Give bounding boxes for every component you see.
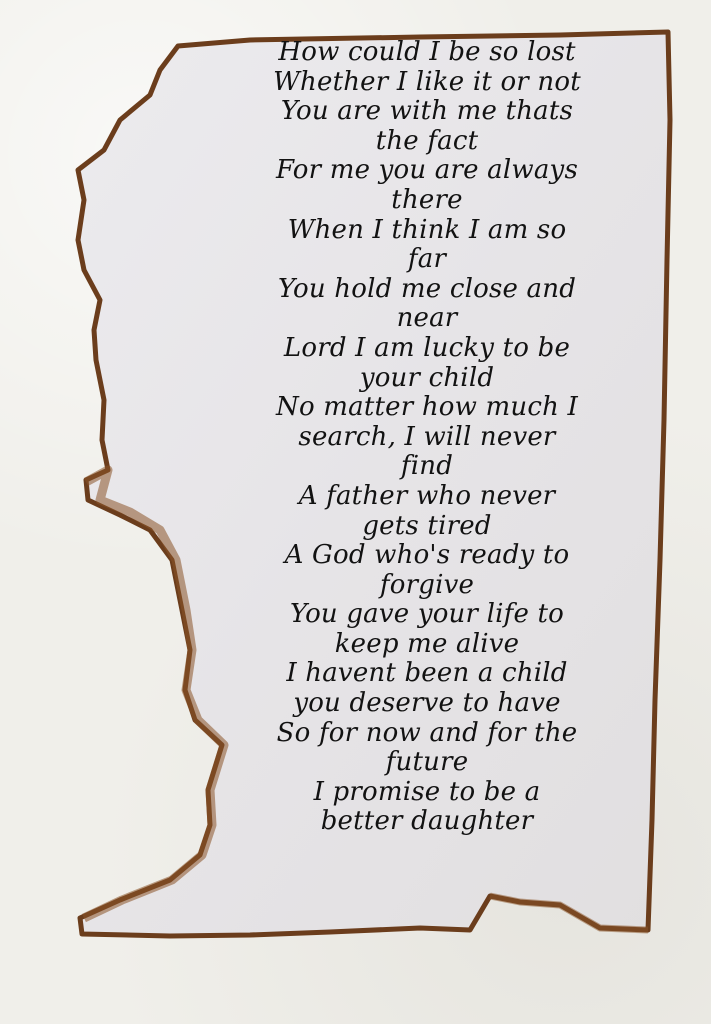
poem-line: forgive: [379, 569, 475, 600]
poem-line: For me you are always: [275, 155, 578, 186]
poem-line: You hold me close and: [277, 273, 577, 304]
poem-line: keep me alive: [334, 628, 520, 659]
poem-line: the fact: [375, 125, 479, 156]
poem-line: future: [385, 747, 469, 778]
poem-line: there: [391, 184, 463, 215]
poem-line: A God who's ready to: [284, 540, 570, 571]
poem-line: you deserve to have: [293, 688, 561, 719]
poem-line: Lord I am lucky to be: [283, 332, 571, 363]
poem-line: I promise to be a: [313, 776, 541, 807]
poem-line: How could I be so lost: [278, 37, 576, 67]
poem-line: You gave your life to: [289, 599, 565, 630]
poem-line: Whether I like it or not: [273, 66, 581, 97]
poem: [222, 38, 632, 837]
poem-line: When I think I am so: [287, 214, 567, 245]
poem-line: far: [407, 244, 447, 275]
poem-line: I havent been a child: [286, 658, 568, 689]
poem-line: your child: [359, 362, 495, 393]
poem-line: No matter how much I: [276, 392, 578, 423]
poem-line: search, I will never: [298, 421, 556, 452]
poem-line: better daughter: [320, 806, 534, 837]
poem-line: gets tired: [362, 510, 492, 541]
poem-line: A father who never: [298, 480, 556, 511]
poem-line: So for now and for the: [276, 717, 578, 748]
poem-line: near: [396, 303, 458, 334]
poem-line: find: [400, 451, 454, 482]
poem-line: You are with me thats: [280, 96, 574, 127]
